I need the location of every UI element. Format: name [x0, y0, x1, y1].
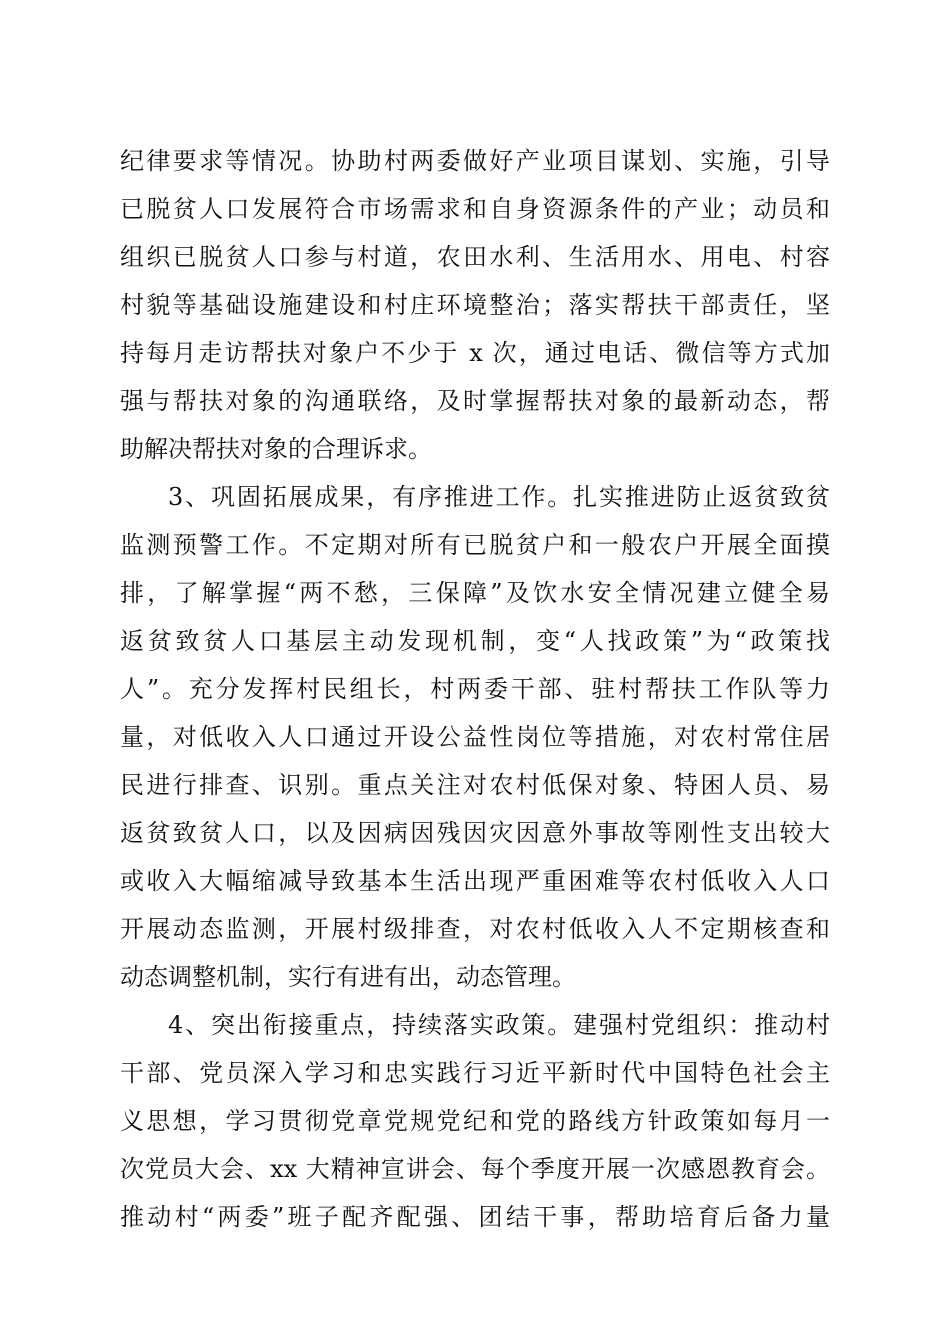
text-line: 组织已脱贫人口参与村道，农田水利、生活用水、用电、村容	[120, 243, 830, 271]
text-line: 干部、党员深入学习和忠实践行习近平新时代中国特色社会主	[120, 1059, 830, 1087]
text-line: 人”。充分发挥村民组长，村两委干部、驻村帮扶工作队等力	[120, 675, 830, 703]
text-line: 排，了解掌握“两不愁，三保障”及饮水安全情况建立健全易	[120, 579, 830, 607]
text-line: 义思想，学习贯彻党章党规党纪和党的路线方针政策如每月一	[120, 1107, 830, 1135]
text-line: 强与帮扶对象的沟通联络，及时掌握帮扶对象的最新动态，帮	[120, 387, 830, 415]
text-line: 民进行排查、识别。重点关注对农村低保对象、特困人员、易	[120, 771, 830, 799]
paragraph-heading-3: 3、巩固拓展成果，有序推进工作。扎实推进防止返贫致贫	[168, 483, 830, 511]
text-line: 纪律要求等情况。协助村两委做好产业项目谋划、实施，引导	[120, 147, 830, 175]
text-line: 监测预警工作。不定期对所有已脱贫户和一般农户开展全面摸	[120, 531, 830, 559]
text-line: 量，对低收入人口通过开设公益性岗位等措施，对农村常住居	[120, 723, 830, 751]
text-line: 次党员大会、xx 大精神宣讲会、每个季度开展一次感恩教育会。	[120, 1155, 830, 1183]
text-line: 持每月走访帮扶对象户不少于 x 次，通过电话、微信等方式加	[120, 339, 830, 367]
text-line: 村貌等基础设施建设和村庄环境整治；落实帮扶干部责任，坚	[120, 291, 830, 319]
text-line: 返贫致贫人口基层主动发现机制，变“人找政策”为“政策找	[120, 627, 830, 655]
text-line: 动态调整机制，实行有进有出，动态管理。	[120, 963, 576, 991]
text-line: 推动村“两委”班子配齐配强、团结干事，帮助培育后备力量	[120, 1203, 830, 1231]
paragraph-heading-4: 4、突出衔接重点，持续落实政策。建强村党组织：推动村	[168, 1011, 830, 1039]
text-line: 返贫致贫人口，以及因病因残因灾因意外事故等刚性支出较大	[120, 819, 830, 847]
text-line: 助解决帮扶对象的合理诉求。	[120, 435, 432, 463]
text-line: 开展动态监测，开展村级排查，对农村低收入人不定期核查和	[120, 915, 830, 943]
text-line: 或收入大幅缩减导致基本生活出现严重困难等农村低收入人口	[120, 867, 830, 895]
text-line: 已脱贫人口发展符合市场需求和自身资源条件的产业；动员和	[120, 195, 830, 223]
